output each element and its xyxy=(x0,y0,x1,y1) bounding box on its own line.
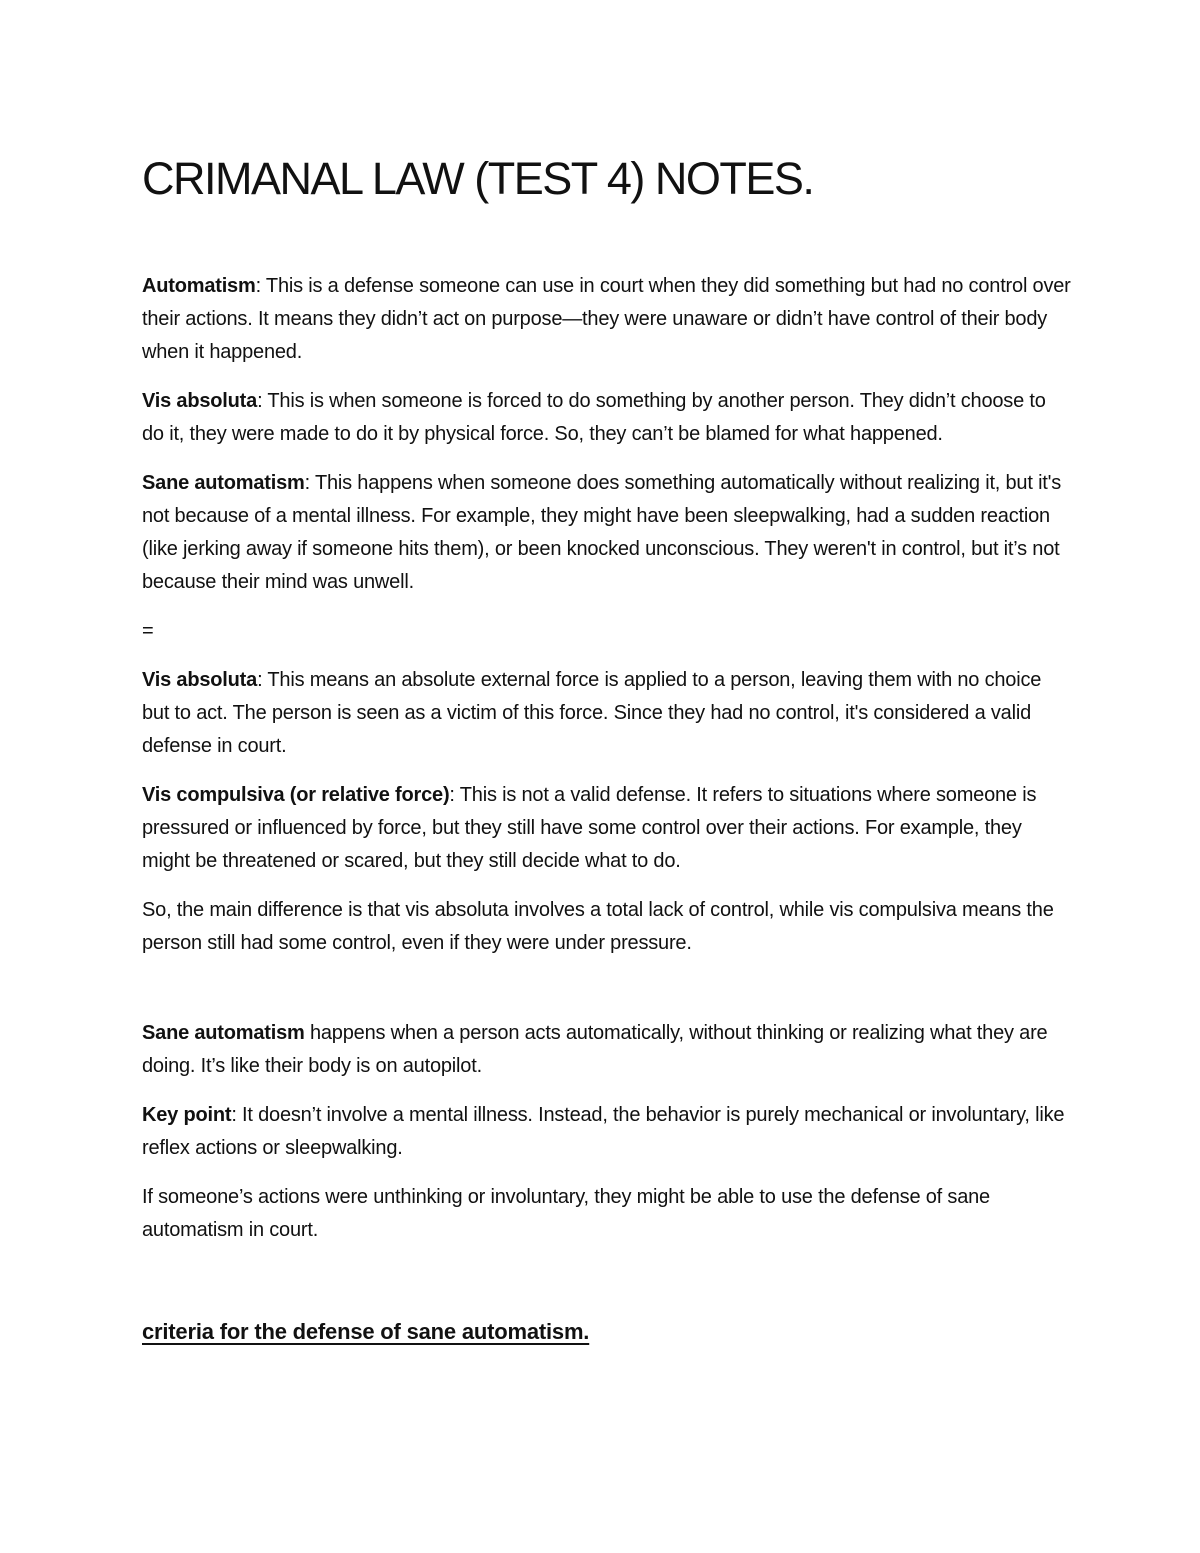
paragraph-vis-compulsiva xyxy=(142,779,1072,878)
definition-vis-absoluta: : This is when someone is forced to do something by another person. They didn’t choose to do it, they were made to do it by physical force. So, they can’t be blamed for what happened. xyxy=(142,390,1046,445)
paragraph-key-point xyxy=(142,1099,1072,1165)
paragraph-sane-automatism xyxy=(142,467,1072,599)
definition-sane-automatism: : This happens when someone does something automatically without realizing it, but it's not because of a mental illness. For example, they might have been sleepwalking, had a sudden reaction (like jerking away if someone hits them), or been knocked unconscious. They weren't in control, but it’s not because their mind was unwell. xyxy=(142,472,1062,593)
document-content xyxy=(142,150,1072,1348)
definition-automatism: : This is a defense someone can use in court when they did something but had no control over their actions. It means they didn’t act on purpose—they were unaware or didn’t have control of their body when it happened. xyxy=(142,275,1071,363)
spacer-large xyxy=(142,1263,1072,1315)
paragraph-sane-automatism-2 xyxy=(142,1017,1072,1083)
term-automatism: Automatism xyxy=(142,275,256,297)
paragraph-automatism xyxy=(142,270,1072,369)
page-title: CRIMANAL LAW (TEST 4) NOTES. xyxy=(142,153,814,204)
paragraph-vis-absoluta-2 xyxy=(142,664,1072,763)
term-vis-compulsiva: Vis compulsiva (or relative force) xyxy=(142,784,450,806)
paragraph-vis-absoluta xyxy=(142,385,1072,451)
section-heading: criteria for the defense of sane automatism. xyxy=(142,1319,590,1344)
paragraph-defense-note: If someone’s actions were unthinking or involuntary, they might be able to use the defense of sane automatism in court. xyxy=(142,1186,990,1241)
term-sane-automatism-2: Sane automatism xyxy=(142,1022,305,1044)
equals-separator: = xyxy=(142,620,154,642)
term-vis-absoluta-2: Vis absoluta xyxy=(142,669,258,691)
definition-key-point: : It doesn’t involve a mental illness. Instead, the behavior is purely mechanical or involuntary, like reflex actions or sleepwalking. xyxy=(142,1104,1065,1159)
term-key-point: Key point xyxy=(142,1104,232,1126)
definition-vis-absoluta-2: : This means an absolute external force is applied to a person, leaving them with no choice but to act. The person is seen as a victim of this force. Since they had no control, it's considered a valid defense in court. xyxy=(142,669,1042,757)
paragraph-main-difference: So, the main difference is that vis absoluta involves a total lack of control, while vis compulsiva means the person still had some control, even if they were under pressure. xyxy=(142,899,1054,954)
definition-sane-automatism-2: happens when a person acts automatically, without thinking or realizing what they are doing. It’s like their body is on autopilot. xyxy=(142,1022,1048,1077)
term-vis-absoluta: Vis absoluta xyxy=(142,390,258,412)
spacer xyxy=(142,976,1072,1017)
term-sane-automatism: Sane automatism xyxy=(142,472,305,494)
definition-vis-compulsiva: : This is not a valid defense. It refers to situations where someone is pressured or influenced by force, but they still have some control over their actions. For example, they might be threatened or scared, but they still decide what to do. xyxy=(142,784,1037,872)
